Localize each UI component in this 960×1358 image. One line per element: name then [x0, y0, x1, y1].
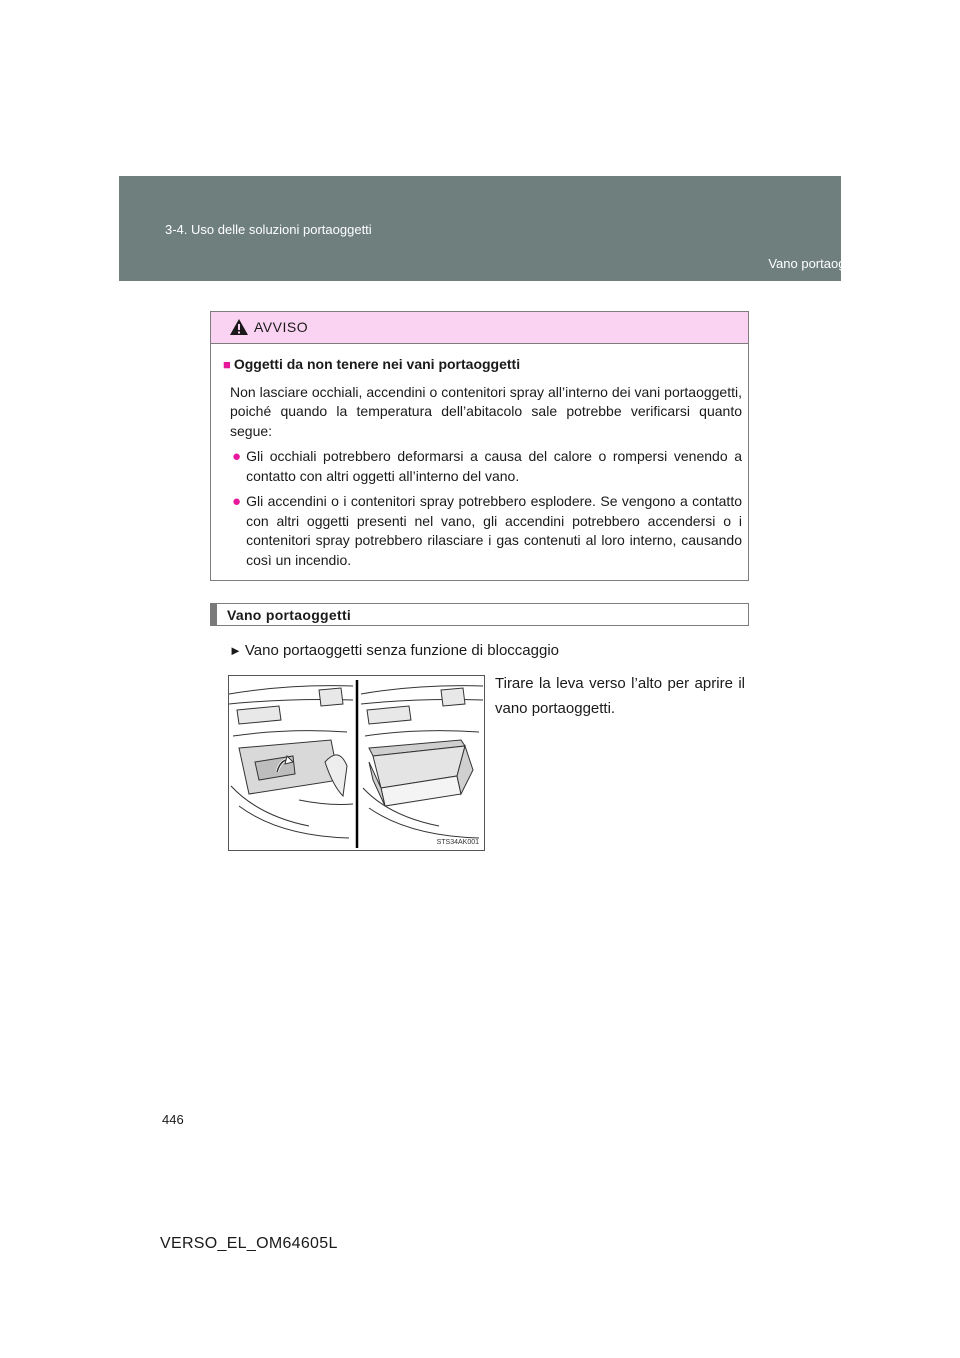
warning-heading — [223, 355, 742, 375]
section-heading: Vano portaoggetti — [227, 607, 352, 623]
warning-box — [210, 311, 749, 581]
instruction-text: Tirare la leva verso l’alto per aprire il vano portaoggetti. — [495, 675, 745, 717]
triangle-pointer-icon: ► — [229, 643, 242, 658]
subsection-title — [229, 642, 559, 659]
warning-triangle-icon — [229, 318, 249, 336]
warning-body — [211, 344, 748, 570]
warning-label: AVVISO — [254, 319, 309, 335]
circle-bullet-icon: ● — [232, 448, 242, 465]
page-number: 446 — [162, 1112, 184, 1127]
warning-list-item — [232, 447, 742, 486]
page-section-title: Vano portaoggetti — [768, 256, 870, 271]
subsection-title-text: Vano portaoggetti senza funzione di bloccaggio — [244, 642, 559, 659]
glovebox-illustration — [228, 675, 485, 851]
warning-item-text: Gli accendini o i contenitori spray potrebbero esplodere. Se vengono a contatto con altri oggetti presenti nel vano, gli accendini potrebbero accendersi o i contenitori spray potrebbero rilasciare i gas contenuti al loro interno, causando così un incendio. — [246, 493, 742, 568]
square-bullet-icon: ■ — [223, 357, 231, 372]
warning-list-item — [232, 492, 742, 570]
warning-item-text: Gli occhiali potrebbero deformarsi a causa del calore o rompersi venendo a contatto con altri oggetti all’interno del vano. — [246, 448, 742, 484]
warning-heading-text: Oggetti da non tenere nei vani portaoggetti — [233, 356, 521, 372]
circle-bullet-icon: ● — [232, 493, 242, 510]
chapter-section-label: 3-4. Uso delle soluzioni portaoggetti — [165, 222, 372, 237]
document-code: VERSO_EL_OM64605L — [160, 1235, 338, 1252]
figure-code: STS34AK001 — [436, 839, 479, 846]
glovebox-drawing — [229, 676, 484, 850]
warning-header — [211, 312, 748, 344]
section-heading-bar — [210, 603, 749, 626]
warning-paragraph: Non lasciare occhiali, accendini o contenitori spray all’interno dei vani portaoggetti, poiché quando la temperatura dell’abitacolo sale potrebbe verificarsi quanto segue: — [230, 383, 742, 439]
